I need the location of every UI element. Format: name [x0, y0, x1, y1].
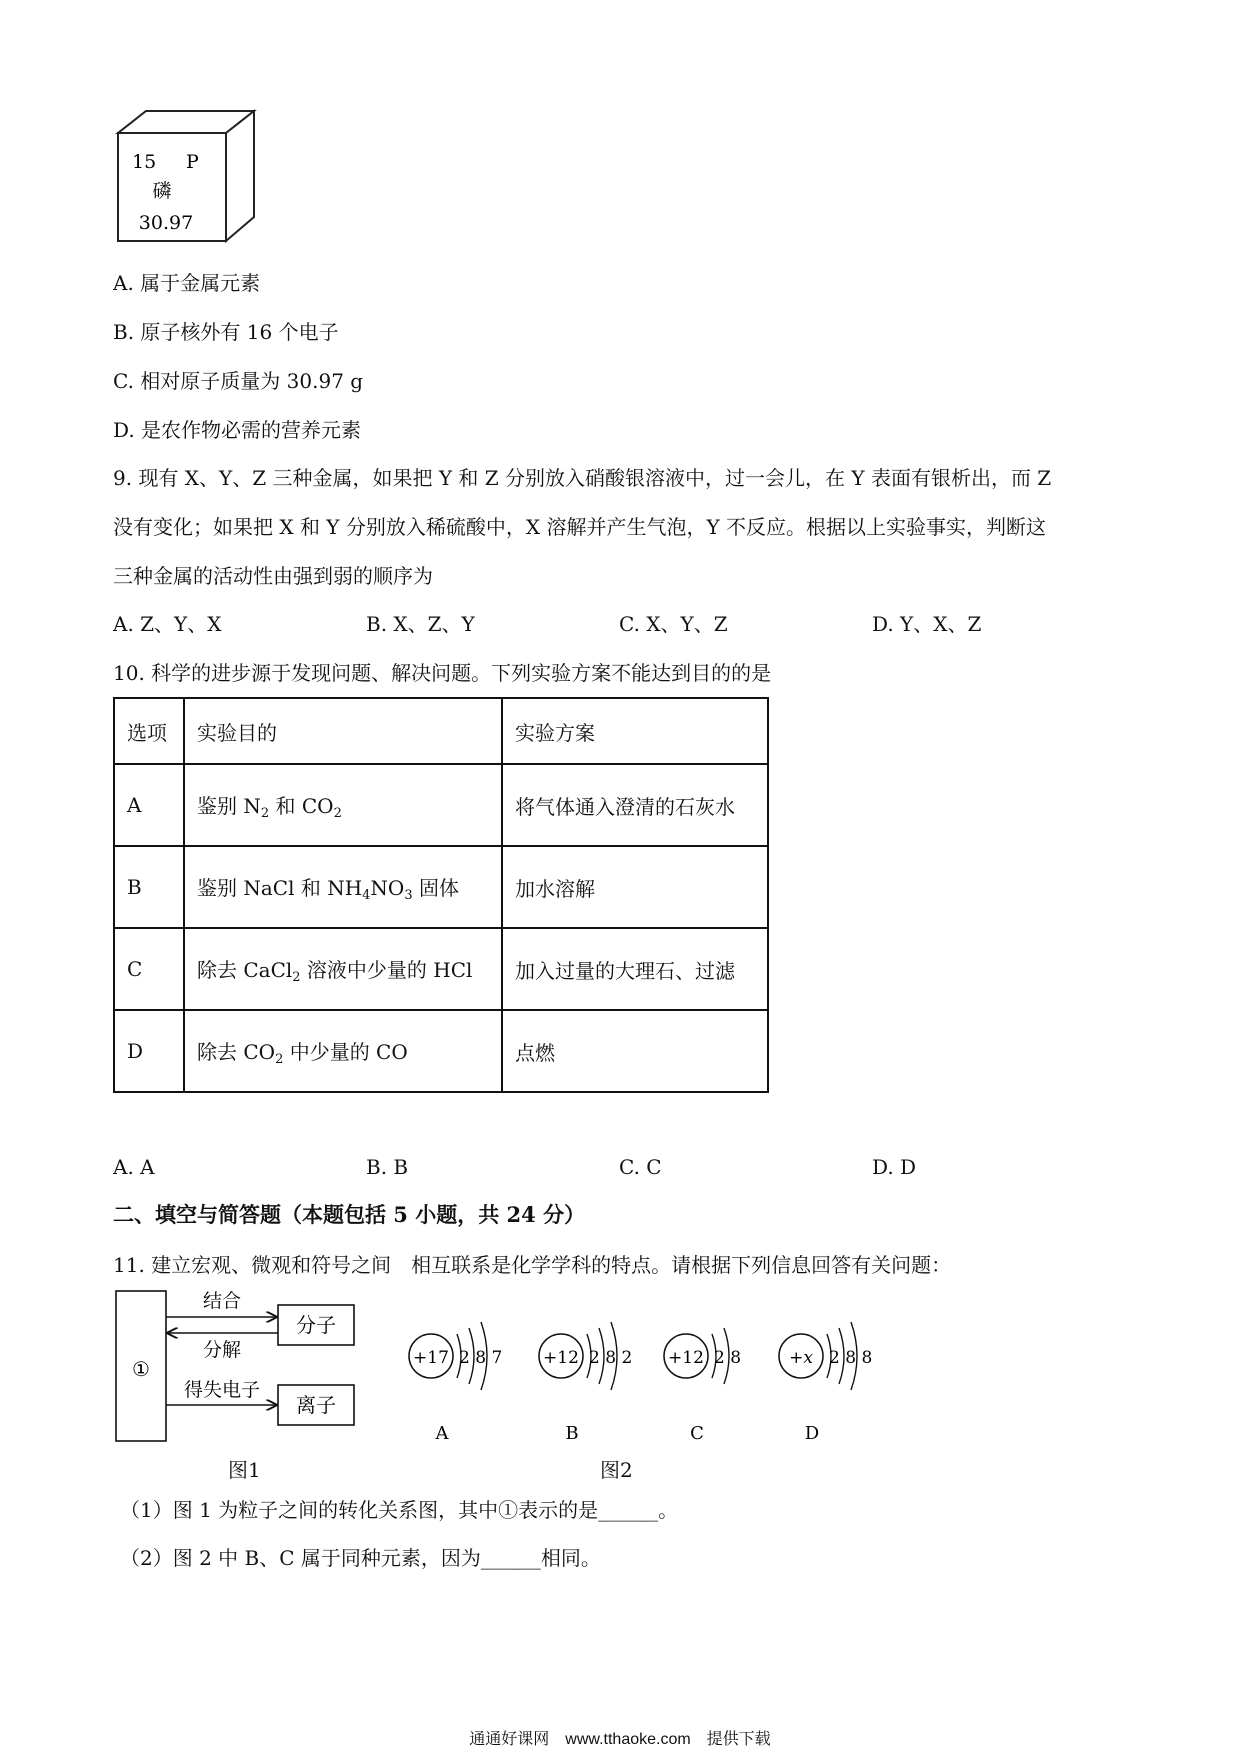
table-cell-plan: 加入过量的大理石、过滤 [502, 928, 768, 1010]
q10-stem: 10. 科学的进步源于发现问题、解决问题。下列实验方案不能达到目的的是 [113, 661, 772, 685]
atom-d-label: D [804, 1423, 820, 1444]
q9-option-d: D. Y、X、Z [872, 612, 982, 636]
atom-d-nucleus: +x [789, 1348, 813, 1368]
element-name: 磷 [152, 180, 172, 202]
molecule-label: 分子 [296, 1313, 336, 1337]
q9-stem-line-2: 没有变化；如果把 X 和 Y 分别放入稀硫酸中，X 溶解并产生气泡，Y 不反应。根据以上实验事实，判断这 [113, 515, 1047, 539]
table-row [114, 928, 768, 1010]
atom-a-nucleus: +17 [413, 1348, 449, 1368]
q11-sub-2: （2）图 2 中 B、C 属于同种元素，因为______相同。 [120, 1546, 601, 1570]
q8-option-c: C. 相对原子质量为 30.97 g [113, 369, 364, 393]
atom-b-shells: 2 8 2 [589, 1348, 633, 1368]
atom-a-shells: 2 8 7 [459, 1348, 503, 1368]
q9-stem-line-1: 9. 现有 X、Y、Z 三种金属，如果把 Y 和 Z 分别放入硝酸银溶液中，过一会儿，在 Y 表面有银析出，而 Z [113, 466, 1052, 490]
table-row [114, 846, 768, 928]
element-symbol: P [186, 151, 199, 173]
q9-option-c: C. X、Y、Z [619, 612, 728, 636]
atom-d [779, 1322, 872, 1444]
table-cell-goal: 除去 $CO_2$ 中少量的 CO [184, 1010, 502, 1092]
q10-option-c: C. C [619, 1155, 662, 1179]
atom-a-label: A [435, 1423, 449, 1444]
q10-option-b: B. B [366, 1155, 409, 1179]
decompose-label: 分解 [202, 1339, 242, 1361]
atom-c-label: C [690, 1423, 704, 1444]
table-cell-key: D [114, 1010, 184, 1092]
figure-2-diagram [395, 1310, 875, 1450]
table-row [114, 764, 768, 846]
q10-option-a: A. A [113, 1155, 155, 1179]
figure-1-diagram [110, 1285, 370, 1445]
table-cell-plan: 点燃 [502, 1010, 768, 1092]
q8-option-a: A. 属于金属元素 [113, 271, 261, 295]
atom-c-nucleus: +12 [668, 1348, 704, 1368]
table-cell-plan: 将气体通入澄清的石灰水 [502, 764, 768, 846]
atom-c [664, 1328, 741, 1444]
table-row [114, 1010, 768, 1092]
table-cell-key: C [114, 928, 184, 1010]
table-header: 实验方案 [502, 698, 768, 764]
ion-label: 离子 [296, 1393, 336, 1417]
gain-lose-label: 得失电子 [183, 1379, 261, 1401]
table-cell-key: A [114, 764, 184, 846]
q9-option-b: B. X、Z、Y [366, 612, 475, 636]
element-mass: 30.97 [138, 212, 194, 234]
q11-sub-1: （1）图 1 为粒子之间的转化关系图，其中①表示的是______。 [120, 1498, 679, 1522]
q9-option-a: A. Z、Y、X [113, 612, 222, 636]
atom-b-label: B [565, 1423, 579, 1444]
page-footer: 通通好课网 www.tthaoke.com 提供下载 [469, 1731, 771, 1748]
q11-stem: 11. 建立宏观、微观和符号之间 相互联系是化学学科的特点。请根据下列信息回答有关问题： [113, 1253, 952, 1277]
q8-option-b: B. 原子核外有 16 个电子 [113, 320, 339, 344]
table-cell-goal: 鉴别 NaCl 和 $NH_4NO_3$ 固体 [184, 846, 502, 928]
atom-c-shells: 2 8 [714, 1348, 742, 1368]
q8-option-d: D. 是农作物必需的营养元素 [113, 418, 362, 442]
combine-label: 结合 [202, 1290, 242, 1312]
section-title: 二、填空与简答题（本题包括 5 小题，共 24 分） [113, 1202, 586, 1227]
table-cell-key: B [114, 846, 184, 928]
atom-b-nucleus: +12 [543, 1348, 579, 1368]
table-header: 选项 [114, 698, 184, 764]
table-header-row [114, 698, 768, 764]
element-card-figure [110, 105, 260, 247]
figure-2-caption: 图2 [600, 1458, 633, 1482]
table-cell-goal: 除去 CaCl$_2$ 溶液中少量的 HCl [184, 928, 502, 1010]
figure-1-caption: 图1 [228, 1458, 261, 1482]
atom-d-shells: 2 8 8 [829, 1348, 873, 1368]
q9-stem-line-3: 三种金属的活动性由强到弱的顺序为 [113, 564, 433, 588]
circle-one-label: ① [132, 1357, 150, 1381]
table-cell-plan: 加水溶解 [502, 846, 768, 928]
experiment-table [113, 697, 769, 1093]
q10-option-d: D. D [872, 1155, 917, 1179]
atom-b [539, 1322, 632, 1444]
table-header: 实验目的 [184, 698, 502, 764]
atom-a [409, 1322, 502, 1444]
table-cell-goal: 鉴别 $N_2$ 和 $CO_2$ [184, 764, 502, 846]
element-number: 15 [132, 151, 157, 173]
